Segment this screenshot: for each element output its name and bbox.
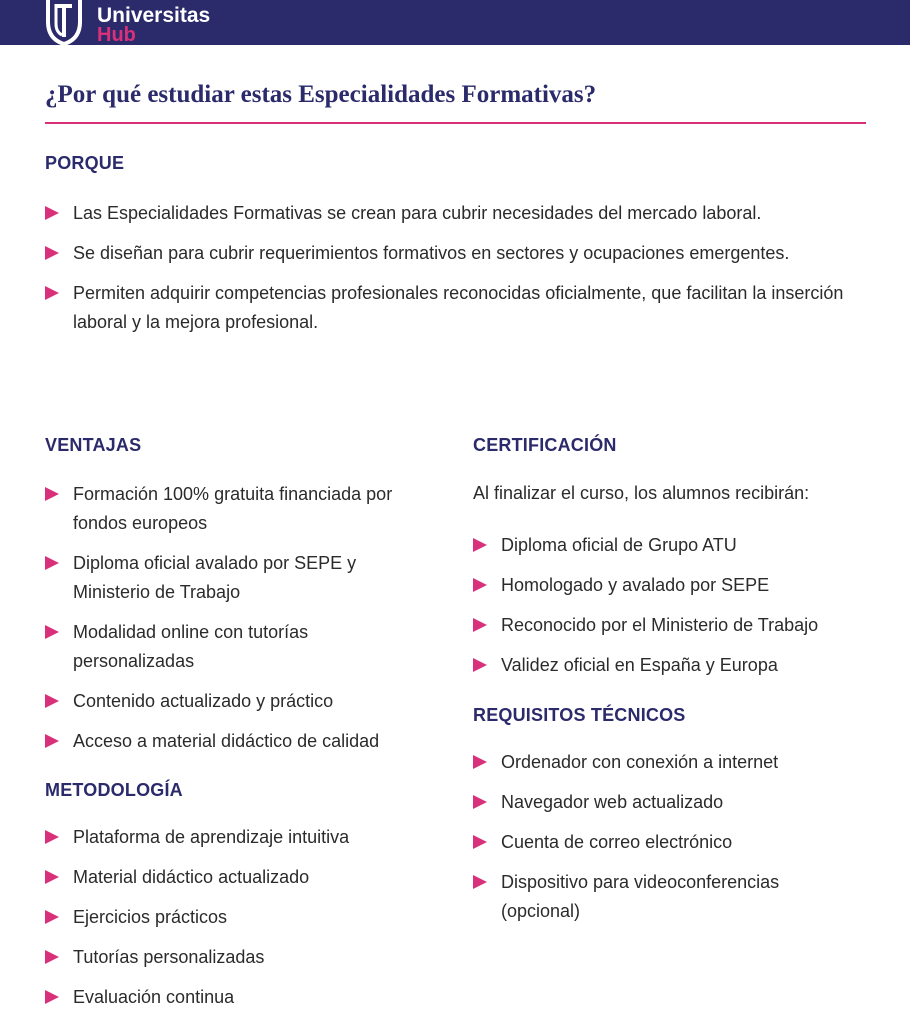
- triangle-bullet-icon: [45, 487, 59, 501]
- triangle-bullet-icon: [473, 875, 487, 889]
- list-item: Evaluación continua: [45, 983, 445, 1012]
- triangle-bullet-icon: [45, 625, 59, 639]
- list-item: Cuenta de correo electrónico: [473, 828, 873, 857]
- section-heading-requisitos: REQUISITOS TÉCNICOS: [473, 705, 686, 725]
- list-item: Se diseñan para cubrir requerimientos formativos en sectores y ocupaciones emergentes.: [45, 239, 867, 268]
- triangle-bullet-icon: [473, 578, 487, 592]
- brand-subname: Hub: [97, 24, 136, 45]
- triangle-bullet-icon: [45, 286, 59, 300]
- triangle-bullet-icon: [45, 950, 59, 964]
- metodologia-list: [45, 823, 445, 1012]
- section-heading-metodologia: METODOLOGÍA: [45, 780, 183, 800]
- section-heading-porque: PORQUE: [45, 153, 125, 173]
- triangle-bullet-icon: [473, 658, 487, 672]
- list-item: Material didáctico actualizado: [45, 863, 445, 892]
- triangle-bullet-icon: [45, 990, 59, 1004]
- list-item: Dispositivo para videoconferencias (opcional): [473, 868, 833, 926]
- list-item: Homologado y avalado por SEPE: [473, 571, 883, 600]
- triangle-bullet-icon: [473, 755, 487, 769]
- list-item: Contenido actualizado y práctico: [45, 687, 445, 716]
- list-item: Validez oficial en España y Europa: [473, 651, 883, 680]
- triangle-bullet-icon: [45, 910, 59, 924]
- triangle-bullet-icon: [45, 734, 59, 748]
- page-title: ¿Por qué estudiar estas Especialidades Formativas?: [45, 81, 597, 108]
- triangle-bullet-icon: [473, 835, 487, 849]
- triangle-bullet-icon: [45, 830, 59, 844]
- list-item: Navegador web actualizado: [473, 788, 873, 817]
- triangle-bullet-icon: [473, 618, 487, 632]
- certificacion-intro: Al finalizar el curso, los alumnos recibirán:: [473, 483, 810, 503]
- shield-logo-icon: [45, 0, 83, 45]
- list-item: Las Especialidades Formativas se crean para cubrir necesidades del mercado laboral.: [45, 199, 867, 228]
- list-item: Formación 100% gratuita financiada por fondos europeos: [45, 480, 435, 538]
- list-item: Permiten adquirir competencias profesionales reconocidas oficialmente, que facilitan la inserción laboral y la mejora profesional.: [45, 279, 867, 337]
- triangle-bullet-icon: [45, 556, 59, 570]
- porque-list: [45, 199, 867, 337]
- header-bar: [0, 0, 910, 45]
- section-heading-certificacion: CERTIFICACIÓN: [473, 435, 617, 455]
- title-divider: [45, 122, 866, 124]
- list-item: Plataforma de aprendizaje intuitiva: [45, 823, 445, 852]
- certificacion-list: [473, 531, 883, 680]
- section-heading-ventajas: VENTAJAS: [45, 435, 142, 455]
- list-item: Modalidad online con tutorías personalizadas: [45, 618, 390, 676]
- list-item: Diploma oficial de Grupo ATU: [473, 531, 883, 560]
- triangle-bullet-icon: [473, 538, 487, 552]
- list-item: Ordenador con conexión a internet: [473, 748, 873, 777]
- triangle-bullet-icon: [45, 694, 59, 708]
- triangle-bullet-icon: [45, 206, 59, 220]
- triangle-bullet-icon: [473, 795, 487, 809]
- list-item: Tutorías personalizadas: [45, 943, 445, 972]
- brand-name: Universitas: [97, 4, 211, 27]
- list-item: Diploma oficial avalado por SEPE y Ministerio de Trabajo: [45, 549, 420, 607]
- list-item: Reconocido por el Ministerio de Trabajo: [473, 611, 883, 640]
- requisitos-list: [473, 748, 873, 926]
- triangle-bullet-icon: [45, 870, 59, 884]
- ventajas-list: [45, 480, 445, 756]
- triangle-bullet-icon: [45, 246, 59, 260]
- list-item: Acceso a material didáctico de calidad: [45, 727, 445, 756]
- list-item: Ejercicios prácticos: [45, 903, 445, 932]
